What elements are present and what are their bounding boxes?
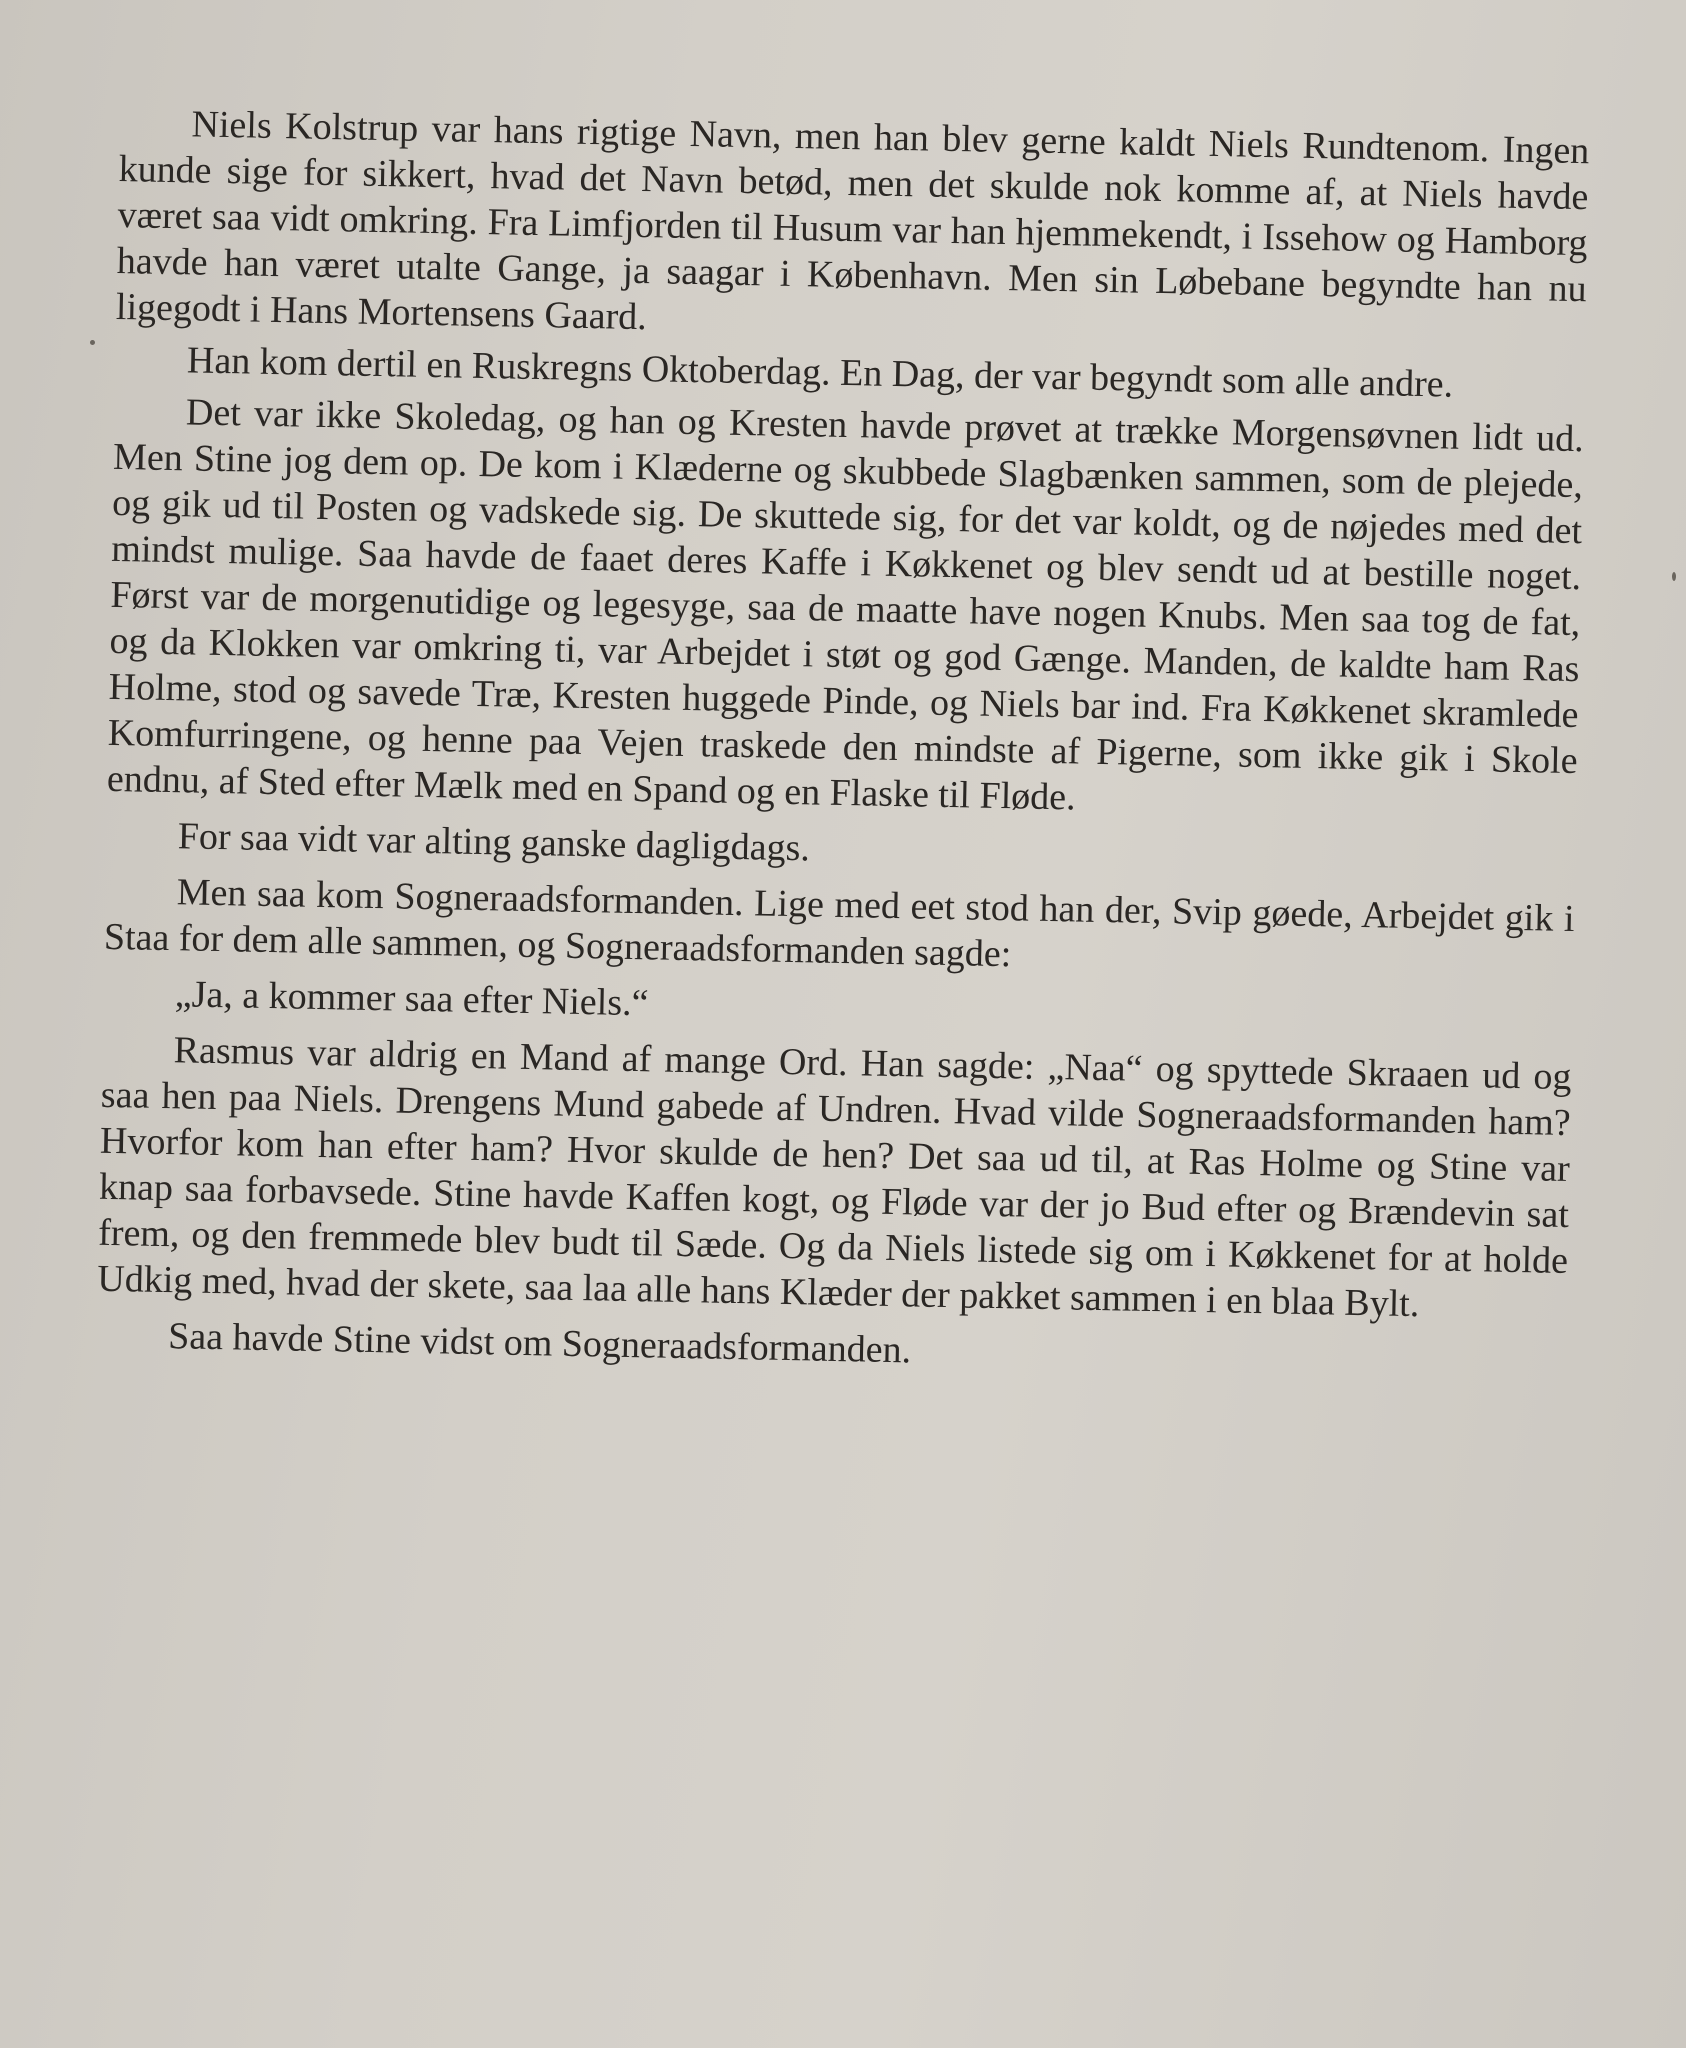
page-text	[96, 100, 1590, 1386]
paragraph-5: Men saa kom Sogneraadsformanden. Lige med eet stod han der, Svip gøede, Arbejdet gik i Staa for dem alle sammen, og Sogneraadsformanden sagde:	[103, 871, 1575, 976]
paper-speck	[1672, 572, 1676, 581]
paragraph-8: Saa havde Stine vidst om Sogneraadsformanden.	[167, 1315, 912, 1372]
paragraph-1: Niels Kolstrup var hans rigtige Navn, men han blev gerne kaldt Niels Rundtenom. Ingen kunde sige for sikkert, hvad det Navn betød, men det skulde nok komme af, at Niels havde været saa vidt omkring. Fra Limfjorden til Husum var han hjemmekendt, i Issehow og Hamborg havde han været utalte Gange, ja saagar i København. Men sin Løbebane begyndte han nu ligegodt i Hans Mortensens Gaard.	[115, 103, 1590, 339]
paragraph-6: „Ja, a kommer saa efter Niels.“	[174, 973, 649, 1025]
paper-speck	[90, 340, 95, 345]
paragraph-7: Rasmus var aldrig en Mand af mange Ord. Han sagde: „Naa“ og spyttede Skraaen ud og saa hen paa Niels. Drengens Mund gabede af Undren. Hvad vilde Sogneraadsformanden ham? Hvorfor kom han efter ham? Hvor skulde de hen? Det saa ud til, at Ras Holme og Stine var knap saa forbavsede. Stine havde Kaffen kogt, og Fløde var der jo Bud efter og Brændevin sat frem, og den fremmede blev budt til Sæde. Og da Niels listede sig om i Køkkenet for at holde Udkig med, hvad der skete, saa laa alle hans Klæder der pakket sammen i en blaa Bylt.	[96, 1029, 1572, 1326]
paragraph-4: For saa vidt var alting ganske dagligdags.	[177, 815, 811, 870]
paragraph-2: Han kom dertil en Ruskregns Oktoberdag. En Dag, der var begyndt som alle andre.	[186, 339, 1454, 406]
paragraph-3: Det var ikke Skoledag, og han og Kresten havde prøvet at trække Morgensøvnen lidt ud. Men Stine jog dem op. De kom i Klæderne og skubbede Slagbænken sammen, som de plejede, og gik ud til Posten og vadskede sig. De skuttede sig, for det var koldt, og de nøjedes med det mindst mulige. Saa havde de faaet deres Kaffe i Køkkenet og blev sendt ud at bestille noget. Først var de morgenutidige og legesyge, saa de maatte have nogen Knubs. Men saa tog de fat, og da Klokken var omkring ti, var Arbejdet i støt og god Gænge. Manden, de kaldte ham Ras Holme, stod og savede Træ, Kresten huggede Pinde, og Niels bar ind. Fra Køkkenet skramlede Komfurringene, og henne paa Vejen traskede den mindste af Pigerne, som ikke gik i Skole endnu, af Sted efter Mælk med en Spand og en Flaske til Fløde.	[106, 391, 1585, 819]
